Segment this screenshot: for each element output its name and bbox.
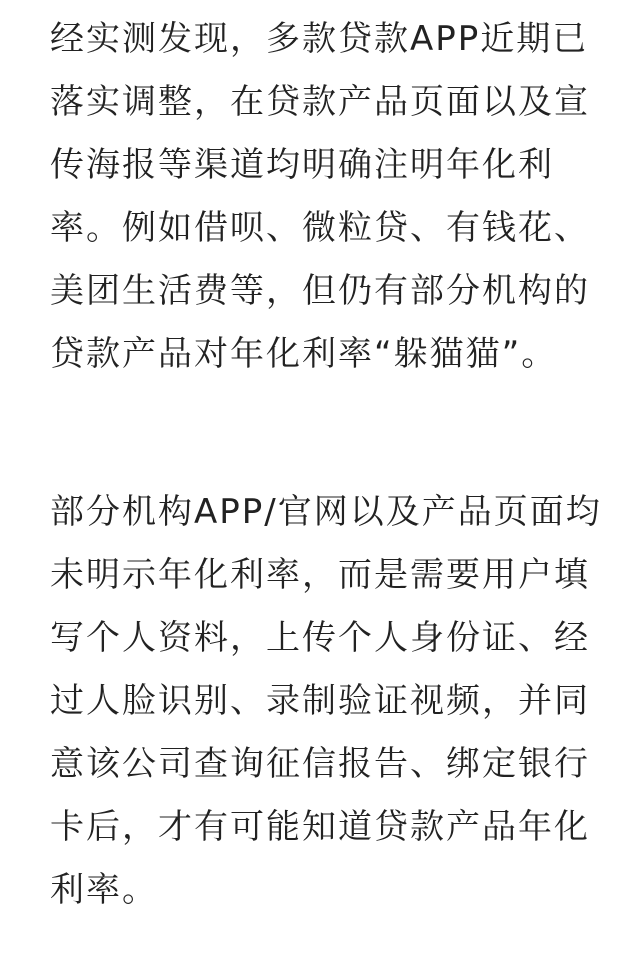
paragraph-line: 过人脸识别、录制验证视频，并同 bbox=[50, 681, 590, 721]
paragraph-line: 写个人资料，上传个人身份证、经 bbox=[50, 618, 590, 658]
paragraph-spacer bbox=[50, 386, 610, 481]
paragraph-line: 卡后，才有可能知道贷款产品年化 bbox=[50, 807, 590, 847]
paragraph-line: 率。例如借呗、微粒贷、有钱花、 bbox=[50, 208, 590, 248]
paragraph-line: 部分机构APP/官网以及产品页面均 bbox=[50, 492, 602, 532]
paragraph-1 bbox=[50, 0, 610, 386]
paragraph-2 bbox=[50, 481, 610, 922]
paragraph-line: 传海报等渠道均明确注明年化利 bbox=[50, 145, 554, 185]
paragraph-line: 未明示年化利率，而是需要用户填 bbox=[50, 555, 590, 595]
paragraph-line: 落实调整，在贷款产品页面以及宣 bbox=[50, 82, 590, 122]
paragraph-line: 贷款产品对年化利率“躲猫猫”。 bbox=[50, 334, 558, 374]
paragraph-line: 经实测发现，多款贷款APP近期已 bbox=[50, 19, 589, 59]
paragraph-line: 利率。 bbox=[50, 870, 158, 910]
paragraph-line: 意该公司查询征信报告、绑定银行 bbox=[50, 744, 590, 784]
article-body bbox=[50, 0, 610, 922]
paragraph-line: 美团生活费等，但仍有部分机构的 bbox=[50, 271, 590, 311]
